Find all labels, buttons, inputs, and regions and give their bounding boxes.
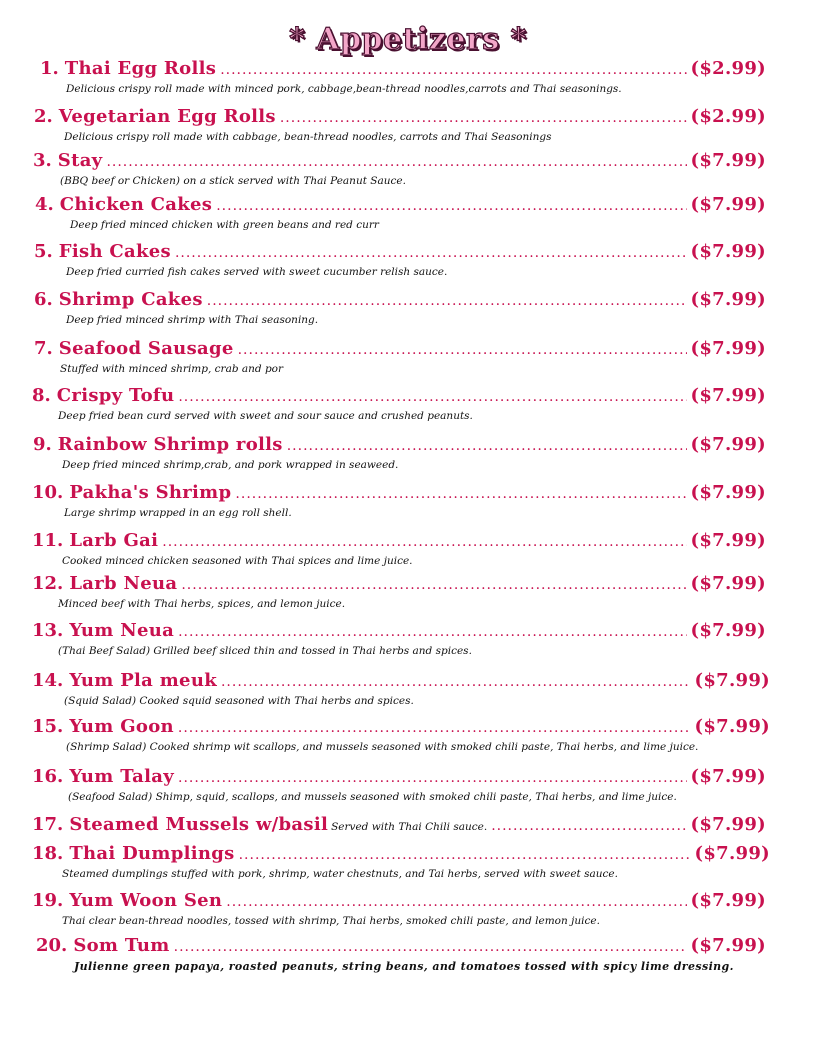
- item-number: 14.: [32, 670, 64, 691]
- menu-item-line: [33, 434, 766, 458]
- item-price: ($7.99): [694, 843, 770, 864]
- menu-item-line: [32, 843, 770, 867]
- menu-item-line: [40, 58, 766, 82]
- menu-item-line: [32, 766, 766, 790]
- item-number: 7.: [34, 338, 53, 359]
- item-price: ($2.99): [690, 106, 766, 127]
- item-name: Shrimp Cakes: [58, 289, 203, 310]
- item-name: Seafood Sausage: [58, 338, 234, 359]
- item-number: 3.: [33, 150, 52, 171]
- item-price: ($7.99): [690, 338, 766, 359]
- item-description: (BBQ beef or Chicken) on a stick served with Thai Peanut Sauce.: [60, 175, 406, 187]
- item-description: Julienne green papaya, roasted peanuts, string beans, and tomatoes tossed with spicy lime dressing.: [74, 960, 734, 973]
- dot-leader: [287, 438, 687, 454]
- menu-item-line: [35, 194, 766, 218]
- dot-leader: [491, 818, 686, 834]
- item-description: Minced beef with Thai herbs, spices, and lemon juice.: [58, 598, 346, 610]
- item-note: Served with Thai Chili sauce.: [331, 821, 488, 833]
- dot-leader: [178, 389, 686, 405]
- item-price: ($7.99): [694, 670, 770, 691]
- item-description: Delicious crispy roll made with minced pork, cabbage,bean-thread noodles,carrots and Thai seasonings.: [66, 83, 622, 95]
- menu-item-line: [32, 385, 766, 409]
- item-description: (Shrimp Salad) Cooked shrimp wit scallops, and mussels seasoned with smoked chili paste, Thai herbs, and lime juice.: [66, 741, 699, 753]
- menu-item-line: [32, 482, 766, 506]
- dot-leader: [181, 577, 686, 593]
- menu-item-line: [32, 573, 766, 597]
- menu-item-line: [32, 890, 766, 914]
- dot-leader: [106, 154, 686, 170]
- item-name: Yum Goon: [69, 716, 174, 737]
- item-number: 4.: [35, 194, 54, 215]
- item-number: 10.: [32, 482, 64, 503]
- page-title: * Appetizers *: [289, 22, 527, 57]
- item-name: Stay: [57, 150, 103, 171]
- item-description: Steamed dumplings stuffed with pork, shrimp, water chestnuts, and Tai herbs, served with sweet sauce.: [62, 868, 618, 880]
- item-name: Yum Woon Sen: [69, 890, 223, 911]
- item-name: Pakha's Shrimp: [69, 482, 232, 503]
- item-number: 5.: [34, 241, 53, 262]
- dot-leader: [220, 62, 686, 78]
- item-price: ($7.99): [690, 434, 766, 455]
- item-name: Thai Dumplings: [69, 843, 235, 864]
- item-price: ($7.99): [690, 620, 766, 641]
- menu-item-line: [34, 106, 766, 130]
- item-name: Larb Gai: [69, 530, 159, 551]
- dot-leader: [239, 847, 691, 863]
- item-name: Vegetarian Egg Rolls: [58, 106, 276, 127]
- item-number: 11.: [32, 530, 64, 551]
- dot-leader: [280, 110, 687, 126]
- dot-leader: [226, 894, 686, 910]
- menu-item-line: [32, 814, 766, 838]
- item-price: ($7.99): [690, 814, 766, 835]
- item-price: ($7.99): [690, 241, 766, 262]
- dot-leader: [216, 198, 686, 214]
- item-number: 1.: [40, 58, 59, 79]
- item-number: 18.: [32, 843, 64, 864]
- dot-leader: [178, 720, 691, 736]
- item-description: Large shrimp wrapped in an egg roll shell.: [64, 507, 292, 519]
- item-name: Fish Cakes: [58, 241, 171, 262]
- item-description: Cooked minced chicken seasoned with Thai spices and lime juice.: [62, 555, 413, 567]
- item-name: Yum Talay: [69, 766, 175, 787]
- item-name: Steamed Mussels w/basil: [69, 814, 329, 835]
- item-description: Deep fried minced shrimp with Thai seasoning.: [66, 314, 319, 326]
- item-price: ($7.99): [694, 716, 770, 737]
- dot-leader: [162, 534, 686, 550]
- dot-leader: [221, 674, 691, 690]
- item-description: Delicious crispy roll made with cabbage, bean-thread noodles, carrots and Thai Seasonings: [64, 131, 552, 143]
- item-name: Rainbow Shrimp rolls: [57, 434, 283, 455]
- item-price: ($7.99): [690, 385, 766, 406]
- item-number: 9.: [33, 434, 52, 455]
- dot-leader: [207, 293, 687, 309]
- item-price: ($7.99): [690, 530, 766, 551]
- item-price: ($2.99): [690, 58, 766, 79]
- item-price: ($7.99): [690, 766, 766, 787]
- item-number: 15.: [32, 716, 64, 737]
- menu-item-line: [34, 338, 766, 362]
- dot-leader: [178, 770, 686, 786]
- item-price: ($7.99): [690, 289, 766, 310]
- menu-item-line: [32, 530, 766, 554]
- dot-leader: [174, 939, 687, 955]
- item-number: 8.: [32, 385, 51, 406]
- item-number: 16.: [32, 766, 64, 787]
- dot-leader: [178, 624, 686, 640]
- item-name: Thai Egg Rolls: [64, 58, 217, 79]
- item-description: Deep fried minced chicken with green beans and red curr: [70, 219, 379, 231]
- dot-leader: [238, 342, 687, 358]
- item-name: Yum Neua: [69, 620, 175, 641]
- item-description: Deep fried curried fish cakes served with sweet cucumber relish sauce.: [66, 266, 448, 278]
- item-name: Yum Pla meuk: [69, 670, 217, 691]
- item-price: ($7.99): [690, 150, 766, 171]
- menu-item-line: [32, 670, 770, 694]
- item-description: (Seafood Salad) Shimp, squid, scallops, and mussels seasoned with smoked chili paste, Thai herbs, and lime juice.: [68, 791, 677, 803]
- item-name: Chicken Cakes: [59, 194, 213, 215]
- item-description: (Thai Beef Salad) Grilled beef sliced thin and tossed in Thai herbs and spices.: [58, 645, 472, 657]
- menu-item-line: [36, 935, 766, 959]
- dot-leader: [235, 486, 686, 502]
- item-description: Deep fried minced shrimp,crab, and pork wrapped in seaweed.: [62, 459, 399, 471]
- item-description: Deep fried bean curd served with sweet and sour sauce and crushed peanuts.: [58, 410, 473, 422]
- item-name: Som Tum: [73, 935, 170, 956]
- menu-item-line: [33, 150, 766, 174]
- item-name: Larb Neua: [69, 573, 178, 594]
- item-price: ($7.99): [690, 482, 766, 503]
- dot-leader: [175, 245, 687, 261]
- menu-item-line: [34, 289, 766, 313]
- menu-item-line: [34, 241, 766, 265]
- item-name: Crispy Tofu: [56, 385, 175, 406]
- item-number: 17.: [32, 814, 64, 835]
- menu-item-line: [32, 620, 766, 644]
- item-number: 13.: [32, 620, 64, 641]
- item-price: ($7.99): [690, 573, 766, 594]
- item-description: Thai clear bean-thread noodles, tossed with shrimp, Thai herbs, smoked chili paste, and lemon juice.: [62, 915, 600, 927]
- item-description: (Squid Salad) Cooked squid seasoned with Thai herbs and spices.: [64, 695, 414, 707]
- item-price: ($7.99): [690, 194, 766, 215]
- item-price: ($7.99): [690, 935, 766, 956]
- item-number: 12.: [32, 573, 64, 594]
- item-number: 2.: [34, 106, 53, 127]
- item-price: ($7.99): [690, 890, 766, 911]
- item-number: 6.: [34, 289, 53, 310]
- menu-item-line: [32, 716, 770, 740]
- item-number: 20.: [36, 935, 68, 956]
- item-description: Stuffed with minced shrimp, crab and por: [60, 363, 284, 375]
- item-number: 19.: [32, 890, 64, 911]
